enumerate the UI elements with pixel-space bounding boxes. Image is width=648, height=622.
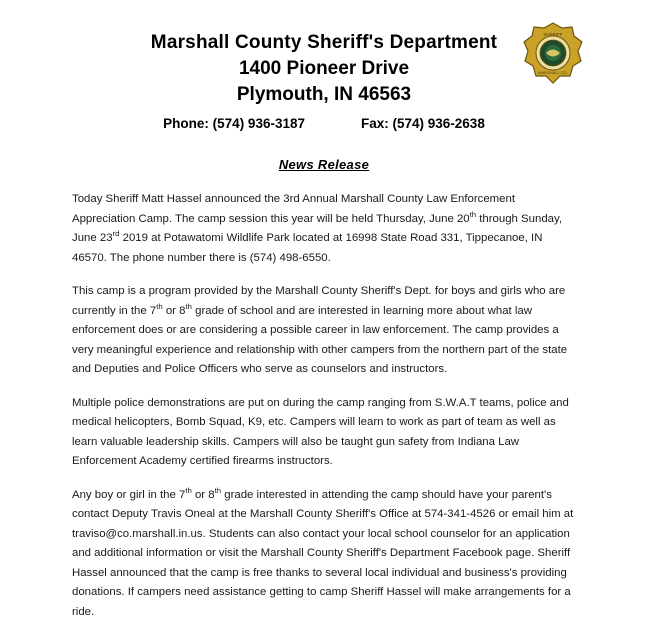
ordinal-suffix: rd [113,229,120,238]
page-title: News Release [0,157,648,172]
department-address: 1400 Pioneer Drive [0,56,648,82]
svg-text:SHERIFF: SHERIFF [543,32,563,37]
body-paragraph: Today Sheriff Matt Hassel announced the 3rd Annual Marshall County Law Enforcement Appreciation Camp. The camp session this year will be held Thursday, June 20th through Sunday, June 23rd 2019 at Potawatomi Wildlife Park located at 16998 State Road 331, Tippecanoe, IN 46570. The phone number there is (574) 498-6550. [72,190,576,268]
ordinal-suffix: th [470,210,476,219]
document-body [72,190,576,622]
body-paragraph: This camp is a program provided by the Marshall County Sheriff's Dept. for boys and girls who are currently in the 7th or 8th grade of school and are interested in learning more about what law enforcement does or are considering a possible career in law enforcement. The camp provides a very meaningful experience and relationship with other campers from the northern part of the state and Deputies and Police Officers who serve as counselors and instructors. [72,282,576,380]
ordinal-suffix: th [185,486,191,495]
phone-label: Phone: (574) 936-3187 [163,116,305,131]
department-name: Marshall County Sheriff's Department [0,30,648,56]
body-paragraph: Multiple police demonstrations are put on during the camp ranging from S.W.A.T teams, police and medical helicopters, Bomb Squad, K9, etc. Campers will learn to work as part of team as well as learn valuable leadership skills. Campers will also be taught gun safety from Indiana Law Enforcement Academy certified firearms instructors. [72,394,576,472]
department-city-state-zip: Plymouth, IN 46563 [0,82,648,108]
ordinal-suffix: th [185,302,191,311]
fax-label: Fax: (574) 936-2638 [361,116,485,131]
svg-text:MARSHALL CO.: MARSHALL CO. [538,70,568,75]
sheriff-badge-icon [522,22,584,88]
ordinal-suffix: th [156,302,162,311]
contact-row [0,116,648,131]
ordinal-suffix: th [215,486,221,495]
body-paragraph: Any boy or girl in the 7th or 8th grade interested in attending the camp should have your parent's contact Deputy Travis Oneal at the Marshall County Sheriff's Office at 574-341-4526 or email him at traviso@co.marshall.in.us. Students can also contact your local school counselor for an application and additional information or visit the Marshall County Sheriff's Department Facebook page. Sheriff Hassel announced that the camp is free thanks to several local individual and business's providing donations. If campers need assistance getting to camp Sheriff Hassel will make arrangements for a ride. [72,486,576,622]
